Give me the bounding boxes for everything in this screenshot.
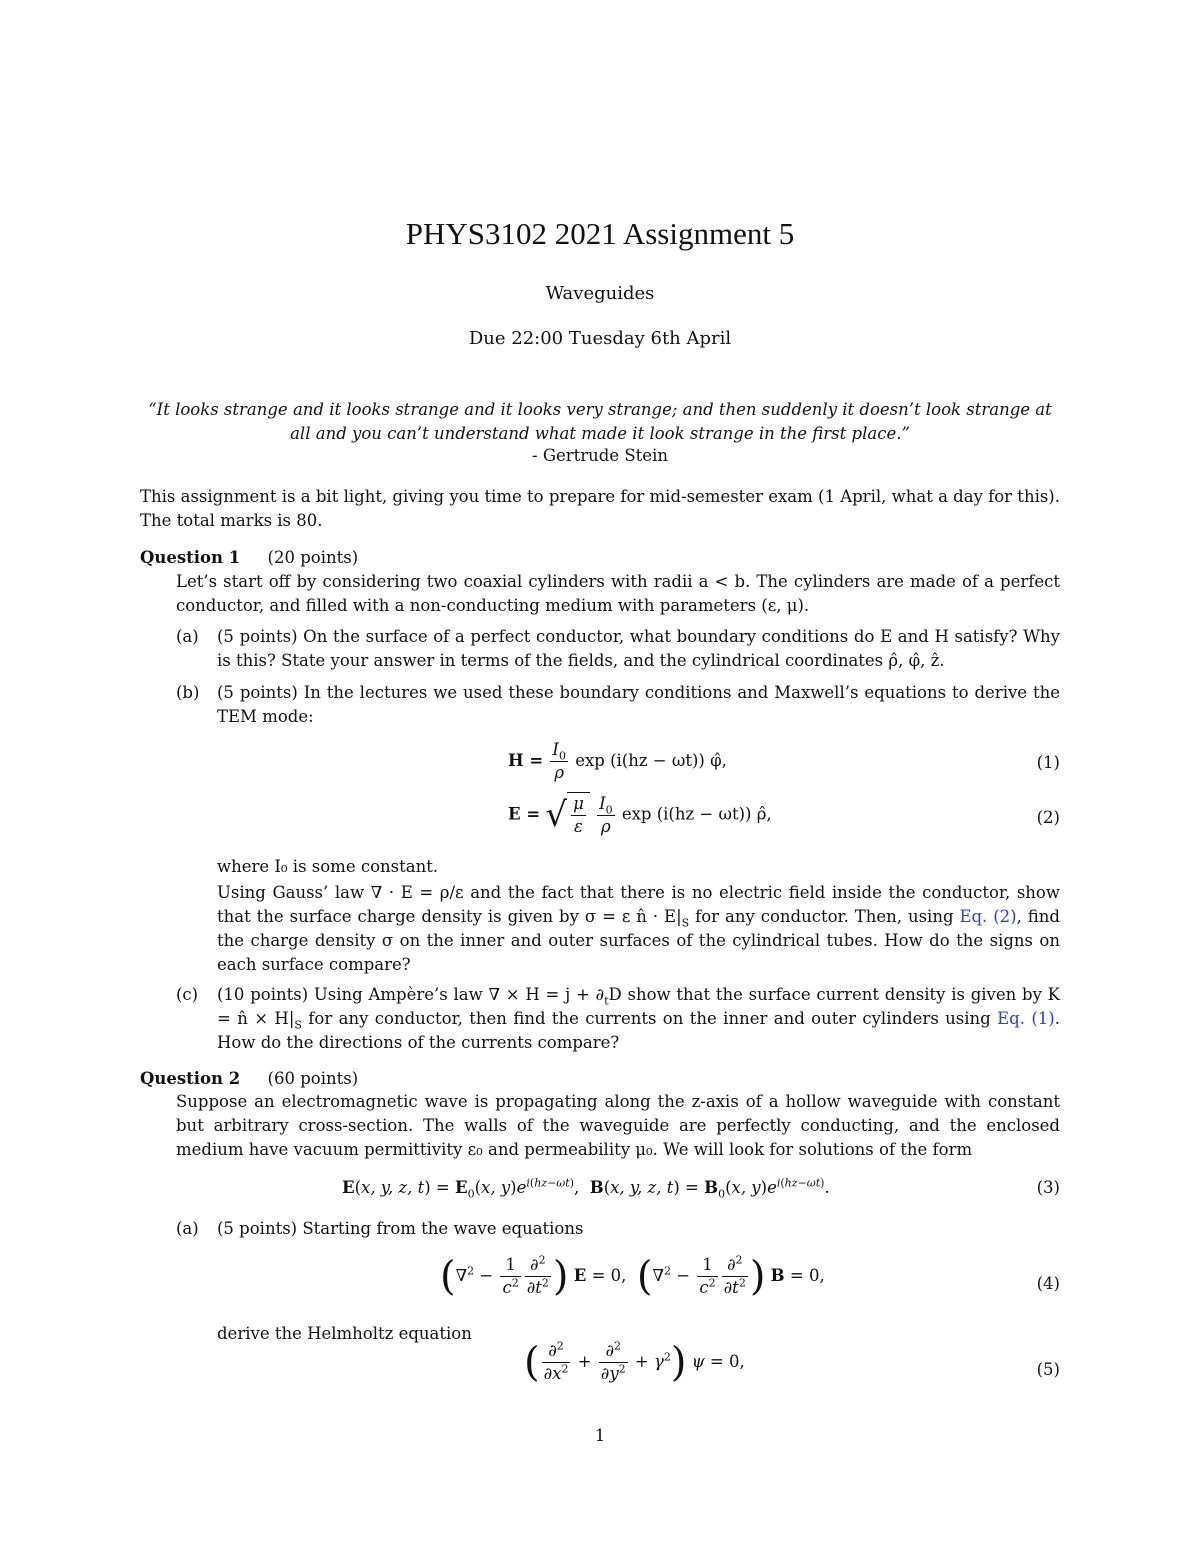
eq2-lhs: E = — [508, 804, 541, 824]
eq1-tag: (1) — [1036, 753, 1060, 772]
question-1-label: Question 1 — [140, 548, 241, 567]
part-text: (5 points) In the lectures we used these boundary conditions and Maxwell’s equations to derive the TEM mode: — [217, 683, 1060, 726]
gauss-text-2: for any conductor. Then, using — [689, 907, 960, 926]
eq2-tag: (2) — [1036, 808, 1060, 827]
question-1-body: Let’s start off by considering two coaxial cylinders with radii a < b. The cylinders are made of a perfect conductor, and filled with a non-conducting medium with parameters (ε, μ). — [176, 572, 1060, 615]
question-1b-gauss — [217, 881, 1060, 977]
c-subscript-1: t — [604, 994, 609, 1008]
equation-5 — [176, 1340, 1060, 1400]
part-label: (a) — [176, 1219, 199, 1238]
question-2-label: Question 2 — [140, 1069, 241, 1088]
c-subscript-2: S — [294, 1018, 302, 1032]
c-text-3: for any conductor, then find the currents on the inner and outer cylinders using — [301, 1009, 998, 1028]
page-subtitle: Waveguides — [545, 283, 655, 304]
equation-4 — [176, 1254, 1060, 1314]
eq2-fraction: $\frac{I_0}{\rho}$ — [599, 793, 613, 836]
eq1-rhs: exp (i(hz − ωt)) φ̂, — [575, 751, 727, 770]
c-text-4: . How do the directions of the currents compare? — [217, 1009, 1060, 1052]
equation-1 — [176, 735, 1060, 795]
eq5-expression: ( $\frac{\partial^2}{\partial x^2}$ + $\frac{\partial^2}{\partial y^2}$ + $\gamma^2$) ψ = 0, — [524, 1339, 745, 1386]
part-text: (5 points) On the surface of a perfect conductor, what boundary conditions do E and H satisfy? Why is this? State your answer in terms of the fields, and the cylindrical coordinates ρ̂, φ̂, ẑ. — [217, 627, 1060, 670]
part-text — [217, 983, 1060, 1055]
question-1-heading — [140, 546, 1060, 570]
eq1-lhs: H = — [508, 751, 544, 770]
gauss-text-3: , find the charge density σ on the inner and outer surfaces of the cylindrical tubes. How do the signs on each surface compare? — [217, 907, 1060, 974]
eq4-tag: (4) — [1036, 1274, 1060, 1293]
epigraph-quote: “It looks strange and it looks strange and it looks very strange; and then suddenly it doesn’t look strange at all and you can’t understand what made it look strange in the first place.” — [148, 400, 1052, 443]
question-2a-derive: derive the Helmholtz equation — [217, 1324, 472, 1343]
c-text-2: D show that the surface current density is given by K = n̂ × H| — [217, 985, 1060, 1028]
due-date: Due 22:00 Tuesday 6th April — [468, 328, 732, 349]
part-label: (b) — [176, 683, 200, 702]
part-label: (a) — [176, 627, 199, 646]
question-2-heading — [140, 1067, 1060, 1091]
eq1-denominator: ρ — [554, 763, 565, 782]
eq1-numerator: I — [552, 740, 559, 759]
page-title: PHYS3102 2021 Assignment 5 — [405, 216, 795, 251]
page-number: 1 — [594, 1426, 606, 1445]
part-text: (5 points) Starting from the wave equations — [217, 1219, 584, 1238]
question-1b-where: where I₀ is some constant. — [217, 857, 439, 876]
epigraph-author: - Gertrude Stein — [532, 446, 668, 465]
eq1-fraction: $\frac{I_0}{\rho}$ — [552, 740, 566, 782]
eq5-tag: (5) — [1036, 1360, 1060, 1379]
sqrt-symbol: √ — [545, 795, 568, 835]
gauss-subscript: S — [681, 916, 690, 930]
eq2-sqrt: $\frac{\mu}{\varepsilon}$ — [567, 792, 590, 838]
eq2-reference-link[interactable]: Eq. (2) — [959, 907, 1017, 926]
question-2-body: Suppose an electromagnetic wave is propagating along the z-axis of a hollow waveguide with constant but arbitrary cross-section. The walls of the waveguide are perfectly conducting, and the enclosed medium have vacuum permittivity ε₀ and permeability μ₀. We will look for solutions of the form — [176, 1092, 1060, 1159]
eq2-rhs: exp (i(hz − ωt)) ρ̂, — [621, 804, 772, 824]
eq3-expression: E(x, y, z, $t) = E_0(x$, $y)e^{i(hz-\omega t)}$, B(x, y, z, $t) = B_0(x$, $y)e^{i(hz-\omega t)}$. — [342, 1176, 830, 1201]
question-1-points: (20 points) — [267, 548, 359, 567]
eq1-reference-link[interactable]: Eq. (1) — [997, 1009, 1055, 1028]
question-2-points: (60 points) — [267, 1069, 359, 1088]
intro-paragraph: This assignment is a bit light, giving you time to prepare for mid-semester exam (1 April, what a day for this). The total marks is 80. — [140, 487, 1060, 530]
gauss-text-1: Using Gauss’ law ∇ · E = ρ/ε and the fact that there is no electric field inside the conductor, show that the surface charge density is given by σ = ε n̂ · E| — [217, 883, 1060, 926]
part-label: (c) — [176, 985, 199, 1004]
equation-2 — [176, 790, 1060, 850]
c-text-1: (10 points) Using Ampère’s law ∇ × H = j + ∂ — [217, 985, 605, 1004]
eq4-expression: (∇$^2$ − $\frac{1}{c^2}$ $\frac{\partial^2}{\partial t^2}$ ) E = 0, (∇$^2$ − $\frac{1}{c^2}$ $\frac{\partial^2}{\partial t^2}$ ) B = 0, — [440, 1253, 825, 1300]
eq3-tag: (3) — [1036, 1178, 1060, 1197]
